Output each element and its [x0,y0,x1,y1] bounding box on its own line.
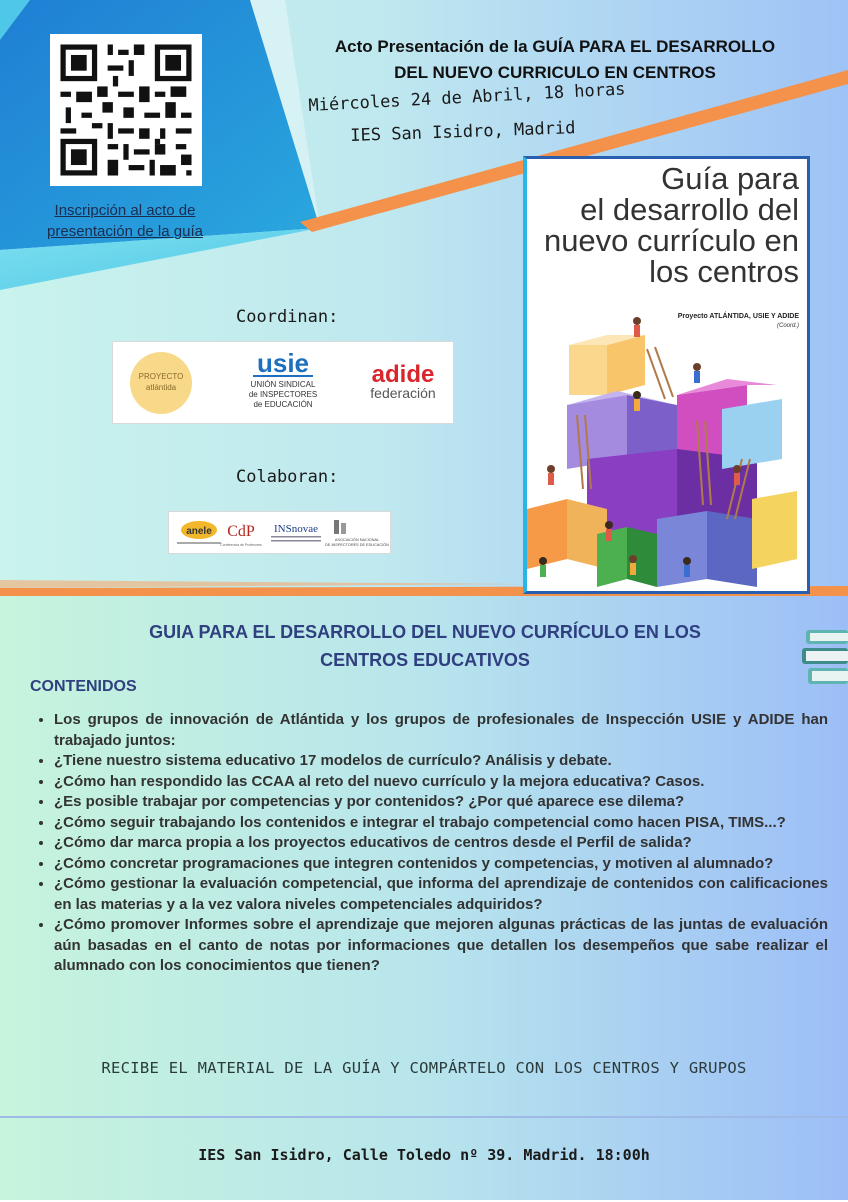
usie-logo-line1: UNIÓN SINDICAL [250,380,316,389]
event-date: Miércoles 24 de Abril, 18 horas [308,79,626,116]
cover-title-line3: nuevo currículo en [543,223,799,258]
cdp-logo-sub: Conferencia de Profesores [220,543,262,547]
cover-illustration [527,159,807,591]
coordinators-label: Coordinan: [236,307,339,327]
footer-address: IES San Isidro, Calle Toledo nº 39. Madrid. 18:00h [198,1146,650,1164]
contents-heading: CONTENIDOS [30,678,137,695]
registration-qr-code[interactable] [50,34,202,186]
registration-link-line2[interactable]: presentación de la guía [47,223,203,240]
bottom-section [0,596,848,1200]
cover-title-line2: el desarrollo del [580,192,799,227]
usie-logo-line3: de EDUCACIÓN [253,400,313,409]
list-item: • ¿Es posible trabajar por competencias y por contenidos? ¿Por qué aparece ese dilema? [54,792,828,813]
guide-title-line1: GUIA PARA EL DESARROLLO DEL NUEVO CURRÍCULO EN LOS [149,622,701,642]
qr-code-icon [50,34,202,186]
list-item: • ¿Cómo dar marca propia a los proyectos educativos de centros desde el Perfil de salida? [54,833,828,854]
list-item: • ¿Cómo gestionar la evaluación competencial, que informa del aprendizaje de contenidos con calificaciones en las materias y a la vez valora niveles competenciales adquiridos? [54,874,828,915]
event-title [262,34,848,86]
adide-logo-mark: adide [371,361,435,388]
ani-logo-line1: ASOCIACIÓN NACIONAL [334,538,380,542]
cover-title-line4: los centros [649,254,799,289]
footer [0,1116,848,1202]
atlantida-logo-line1: PROYECTO [138,372,184,381]
event-venue: IES San Isidro, Madrid [350,118,576,146]
guide-title [60,618,790,674]
usie-logo-line2: de INSPECTORES [248,390,318,399]
adide-logo-sub: federación [370,385,436,401]
list-item: • ¿Cómo han respondido las CCAA al reto del nuevo currículo y la mejora educativa? Casos. [54,772,828,793]
contents-list [32,710,828,977]
event-title-line2: DEL NUEVO CURRICULO EN CENTROS [394,63,716,82]
cdp-logo-mark: CdP [227,523,255,540]
list-item: • ¿Tiene nuestro sistema educativo 17 modelos de currículo? Análisis y debate. [54,751,828,772]
coordinator-logos-graphic [113,342,453,423]
list-item: • Los grupos de innovación de Atlántida y los grupos de profesionales de Inspección USIE y ADIDE han trabajado juntos: [54,710,828,751]
registration-link-line1[interactable]: Inscripción al acto de [54,202,196,219]
call-to-action: RECIBE EL MATERIAL DE LA GUÍA Y COMPÁRTELO CON LOS CENTROS Y GRUPOS [101,1059,747,1077]
event-title-line1: Acto Presentación de la GUÍA PARA EL DESARROLLO [334,37,776,56]
registration-link[interactable] [30,200,220,242]
list-item: • ¿Cómo concretar programaciones que integren contenidos y competencias, y motiven al alumnado? [54,854,828,875]
collaborators-logos [168,511,391,554]
collaborators-label: Colaboran: [236,467,339,487]
ani-logo-line2: DE INSPECTORES DE EDUCACIÓN [325,543,389,547]
guide-title-line2: CENTROS EDUCATIVOS [320,650,530,670]
top-section [0,0,848,596]
books-icon [802,626,848,702]
usie-logo-mark: usie [256,348,310,378]
list-item: • ¿Cómo promover Informes sobre el aprendizaje que mejoren algunas prácticas de las juntas de evaluación aún basadas en el canto de notas por informaciones que detallen los desempeños que sabe realizar el alumnado con los conocimientos que tienen? [54,915,828,977]
guide-cover [523,156,810,594]
cover-coord: (Coord.) [776,323,799,329]
atlantida-logo-line2: atlántida [145,383,177,392]
collaborator-logos-graphic [169,512,390,553]
coordinators-logos [112,341,454,424]
list-item: • ¿Cómo seguir trabajando los contenidos e integrar el trabajo competencial como hacen PISA, TIMS...? [54,813,828,834]
insnovae-logo-text: INSnovae [274,523,318,535]
cover-subtitle: Proyecto ATLÁNTIDA, USIE Y ADIDE [677,313,799,320]
cover-title-line1: Guía para [661,161,799,196]
anele-logo-text: anele [186,526,212,537]
